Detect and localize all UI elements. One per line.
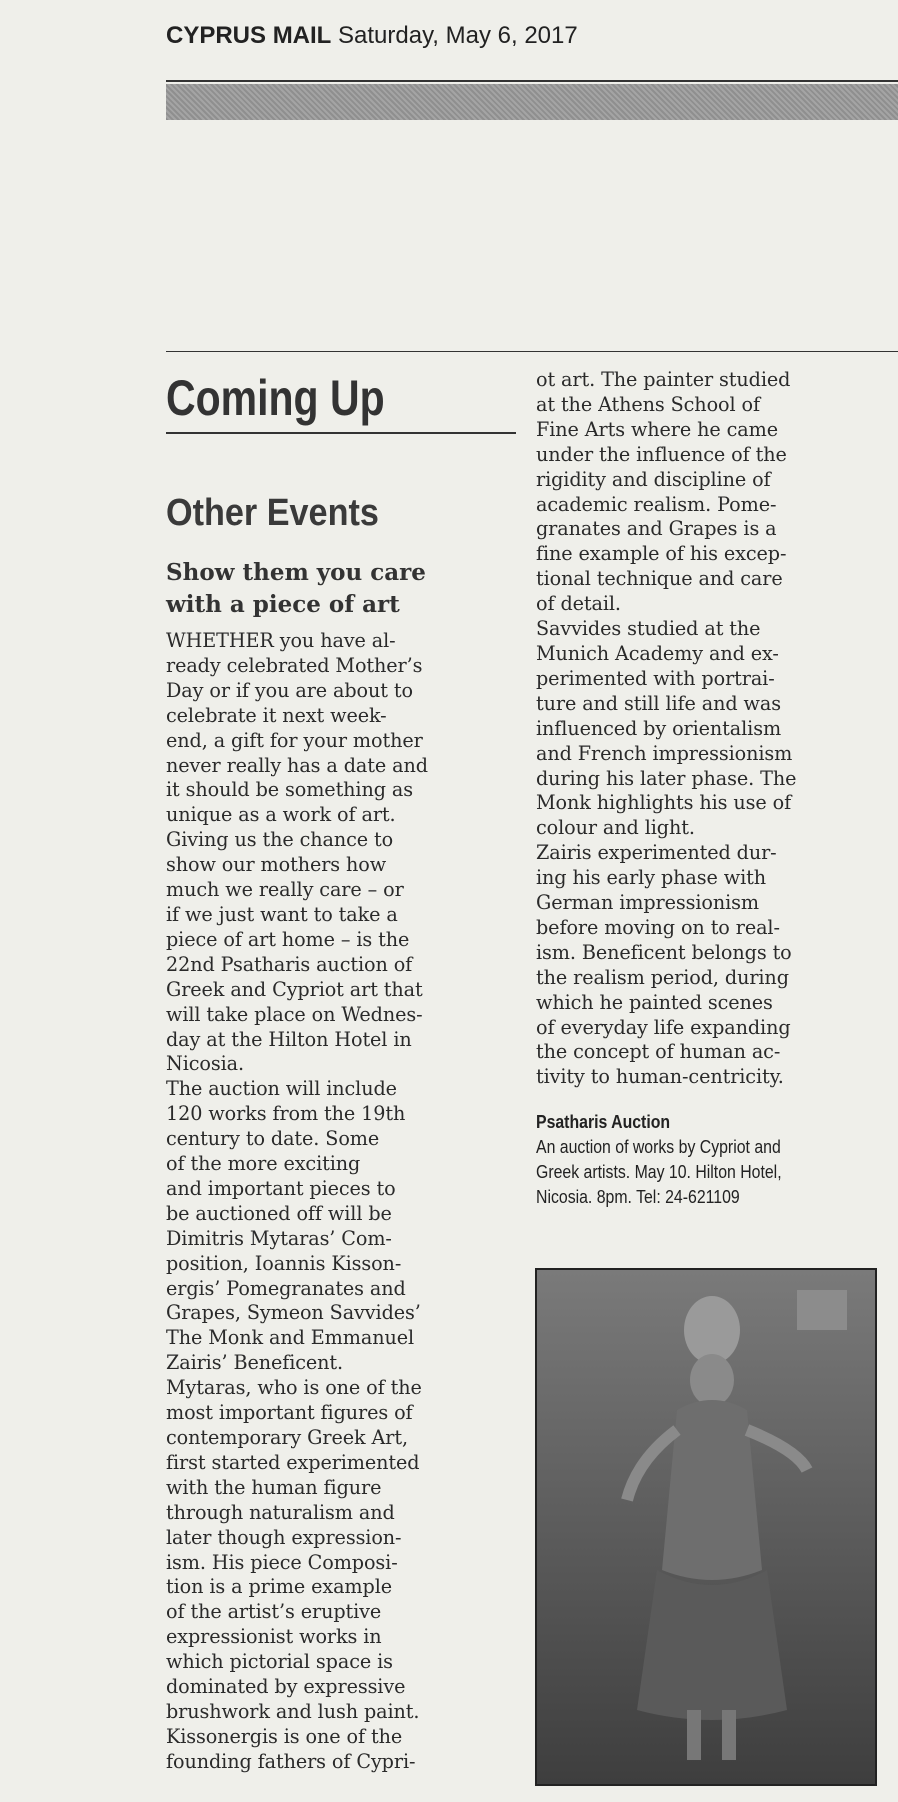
- article-line: rigidity and discipline of: [536, 467, 771, 491]
- article-line: celebrate it next week-: [166, 703, 387, 727]
- article-line: Kissonergis is one of the: [166, 1724, 403, 1748]
- issue-date: Saturday, May 6, 2017: [338, 22, 578, 49]
- article-line: ism. Beneficent belongs to: [536, 940, 792, 964]
- article-line: Fine Arts where he came: [536, 417, 778, 441]
- article-body-column-2: [536, 368, 878, 1090]
- info-line: Nicosia. 8pm. Tel: 24-621109: [536, 1187, 740, 1208]
- article-line: WHETHER you have al-: [166, 629, 396, 652]
- info-line: Greek artists. May 10. Hilton Hotel,: [536, 1162, 782, 1183]
- article-line: will take place on Wednes-: [166, 1002, 423, 1026]
- artwork-photo: [535, 1268, 877, 1786]
- article-line: contemporary Greek Art,: [166, 1426, 408, 1449]
- article-line: Zairis experimented dur-: [536, 841, 777, 865]
- masthead-gray-band: [166, 84, 898, 120]
- article-line: which pictorial space is: [166, 1650, 393, 1674]
- article-line: ot art. The painter studied: [536, 368, 791, 391]
- article-line: position, Ioannis Kisson-: [166, 1251, 402, 1275]
- article-line: of everyday life expanding: [536, 1015, 791, 1039]
- article-line: and important pieces to: [166, 1176, 396, 1200]
- info-box-text: [536, 1135, 879, 1210]
- article-line: Monk highlights his use of: [536, 791, 792, 815]
- article-line: ing his early phase with: [536, 866, 766, 890]
- article-line: founding fathers of Cypri-: [166, 1749, 416, 1773]
- article-line: later though expression-: [166, 1525, 402, 1549]
- newspaper-name: CYPRUS MAIL: [166, 22, 332, 49]
- article-line: first started experimented: [166, 1450, 420, 1474]
- article-line: ism. His piece Composi-: [166, 1550, 398, 1574]
- article-line: day at the Hilton Hotel in: [166, 1027, 412, 1051]
- article-line: influenced by orientalism: [536, 716, 782, 740]
- article-line: of detail.: [536, 592, 621, 616]
- article-line: Greek and Cypriot art that: [166, 977, 423, 1001]
- article-line: during his later phase. The: [536, 766, 797, 790]
- article-line: ergis’ Pomegranates and: [166, 1276, 406, 1300]
- article-line: Mytaras, who is one of the: [166, 1376, 422, 1400]
- article-line: Grapes, Symeon Savvides’: [166, 1301, 421, 1325]
- article-line: show our mothers how: [166, 853, 387, 877]
- article-column-1: [166, 368, 518, 1775]
- article-line: never really has a date and: [166, 753, 428, 777]
- article-line: and French impressionism: [536, 741, 793, 765]
- article-line: tivity to human-centricity.: [536, 1065, 784, 1089]
- article-line: with the human figure: [166, 1475, 382, 1499]
- article-line: if we just want to take a: [166, 902, 398, 926]
- article-line: The Monk and Emmanuel: [166, 1326, 415, 1350]
- section-title-underline: [166, 432, 516, 434]
- info-line: An auction of works by Cypriot and: [536, 1137, 781, 1158]
- article-line: Savvides studied at the: [536, 617, 761, 641]
- article-line: at the Athens School of: [536, 392, 760, 416]
- article-line: unique as a work of art.: [166, 803, 396, 827]
- article-body-column-1: [166, 629, 518, 1775]
- article-line: piece of art home – is the: [166, 927, 410, 951]
- article-column-2: [536, 368, 878, 1210]
- article-line: Nicosia.: [166, 1052, 244, 1076]
- info-box-title: Psatharis Auction: [536, 1112, 671, 1133]
- article-line: Day or if you are about to: [166, 678, 413, 702]
- article-line: academic realism. Pome-: [536, 492, 777, 516]
- article-line: fine example of his excep-: [536, 542, 787, 566]
- article-line: ture and still life and was: [536, 691, 781, 715]
- article-line: most important figures of: [166, 1401, 413, 1425]
- article-line: The auction will include: [166, 1077, 397, 1101]
- article-line: Munich Academy and ex-: [536, 641, 779, 665]
- info-box: [536, 1112, 878, 1210]
- article-line: ready celebrated Mother’s: [166, 653, 423, 677]
- article-line: through naturalism and: [166, 1500, 395, 1524]
- article-line: before moving on to real-: [536, 915, 780, 939]
- article-line: 120 works from the 19th: [166, 1102, 406, 1126]
- article-line: brushwork and lush paint.: [166, 1699, 420, 1723]
- article-line: it should be something as: [166, 778, 413, 802]
- article-line: granates and Grapes is a: [536, 517, 777, 541]
- article-line: Zairis’ Beneficent.: [166, 1351, 344, 1375]
- headline-line: Show them you care: [166, 559, 426, 586]
- article-line: 22nd Psatharis auction of: [166, 952, 413, 976]
- article-line: end, a gift for your mother: [166, 728, 423, 752]
- article-line: of the more exciting: [166, 1152, 361, 1176]
- article-line: Dimitris Mytaras’ Com-: [166, 1226, 392, 1250]
- article-headline: [166, 557, 518, 621]
- section-subtitle: Other Events: [166, 492, 379, 534]
- article-line: under the influence of the: [536, 442, 787, 466]
- masthead: [166, 22, 578, 50]
- article-line: expressionist works in: [166, 1625, 382, 1649]
- painting-figure-image: [537, 1270, 875, 1784]
- article-line: the concept of human ac-: [536, 1040, 781, 1064]
- article-line: dominated by expressive: [166, 1675, 406, 1699]
- section-title: Coming Up: [166, 370, 385, 426]
- masthead-rule: [166, 80, 898, 82]
- section-rule: [166, 351, 898, 352]
- article-line: perimented with portrai-: [536, 666, 775, 690]
- article-line: tional technique and care: [536, 567, 783, 591]
- article-line: colour and light.: [536, 816, 695, 840]
- article-line: Giving us the chance to: [166, 828, 394, 852]
- article-line: which he painted scenes: [536, 990, 773, 1014]
- article-line: tion is a prime example: [166, 1575, 393, 1599]
- article-line: be auctioned off will be: [166, 1201, 392, 1225]
- article-line: German impressionism: [536, 891, 760, 915]
- article-line: much we really care – or: [166, 878, 404, 902]
- article-line: the realism period, during: [536, 965, 789, 989]
- article-line: of the artist’s eruptive: [166, 1600, 382, 1624]
- article-line: century to date. Some: [166, 1127, 380, 1151]
- headline-line: with a piece of art: [166, 591, 400, 618]
